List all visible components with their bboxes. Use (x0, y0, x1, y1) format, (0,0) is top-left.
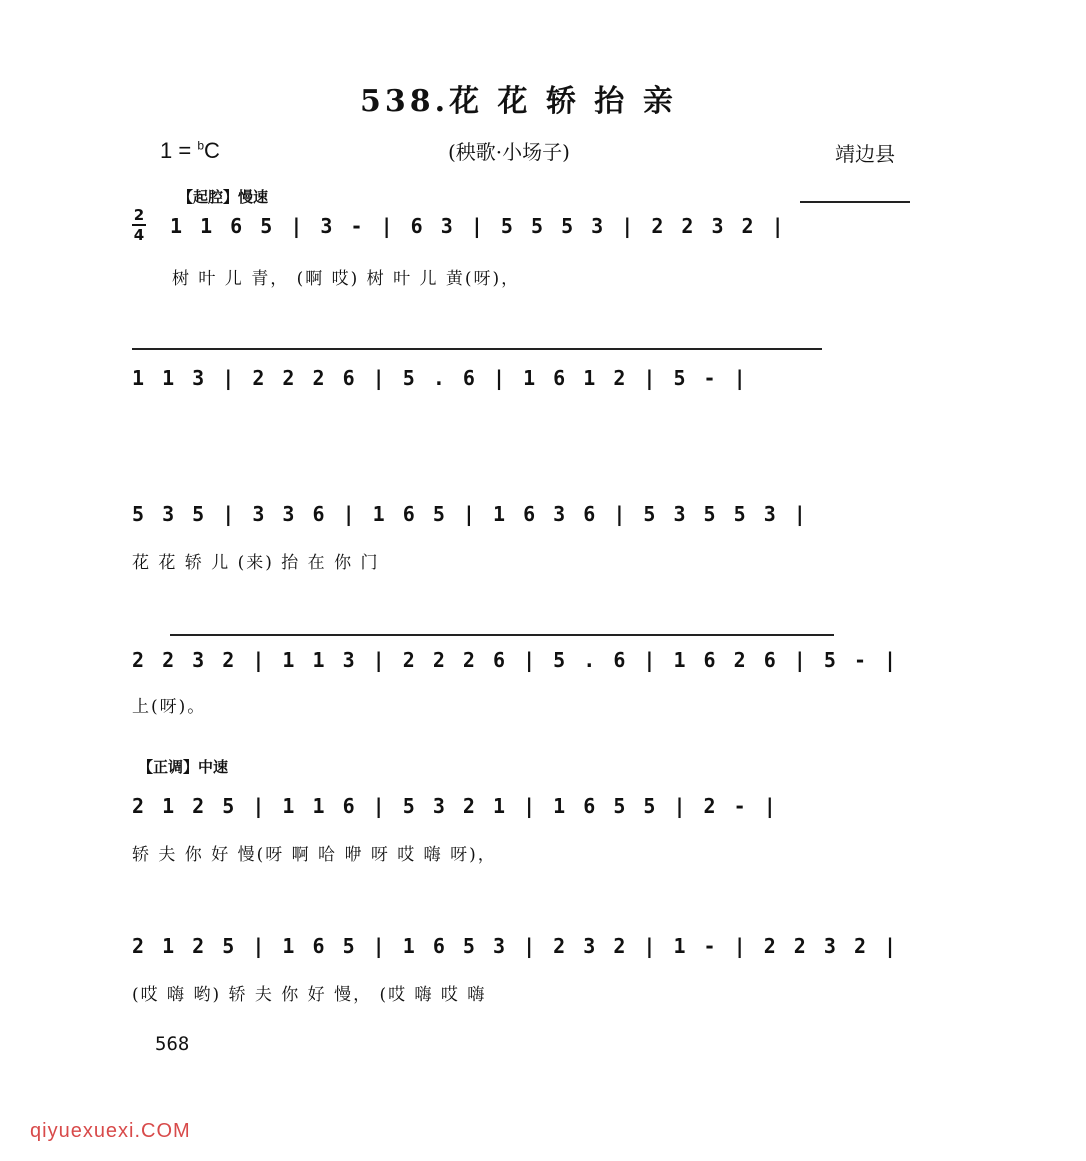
notation-line: 2 1 2 5 | 1 6 5 | 1 6 5 3 | 2 3 2 | 1 - | 2 2 3 2 | (132, 934, 900, 958)
lyric-line: 轿 夫 你 好 慢(呀 啊 哈 咿 呀 哎 嗨 呀)， (132, 845, 497, 865)
lyric-line: 花 花 轿 儿 (来) 抬 在 你 门 (132, 553, 380, 573)
notation-line: 1 1 3 | 2 2 2 6 | 5 . 6 | 1 6 1 2 | 5 - | (132, 366, 749, 390)
genre-label: (秧歌·小场子) (448, 140, 570, 164)
region-label: 靖边县 (835, 142, 895, 166)
site-watermark: qiyuexuexi.COM (30, 1120, 191, 1142)
meter-bottom: 4 (133, 226, 145, 244)
notation-line: 5 3 5 | 3 3 6 | 1 6 5 | 1 6 3 6 | 5 3 5 5 3 | (132, 502, 809, 526)
page-number: 568 (155, 1033, 190, 1055)
lyric-line: (哎 嗨 哟) 轿 夫 你 好 慢， (哎 嗨 哎 嗨 (132, 985, 487, 1005)
key-signature (160, 138, 220, 164)
key-note: C (204, 138, 220, 163)
slur-mark (800, 201, 910, 203)
key-prefix: 1 = (160, 138, 192, 163)
lyric-line: 上(呀)。 (132, 697, 207, 717)
meter-top: 2 (133, 206, 145, 224)
notation-line: 2 1 2 5 | 1 1 6 | 5 3 2 1 | 1 6 5 5 | 2 - | (132, 794, 779, 818)
slur-mark (132, 348, 822, 350)
time-signature (132, 208, 146, 242)
slur-mark (170, 634, 834, 636)
notation-line: 1 1 6 5 | 3 - | 6 3 | 5 5 5 3 | 2 2 3 2 | (170, 214, 787, 238)
key-flat: b (197, 138, 205, 153)
section-main-label: 【正调】中速 (138, 758, 229, 776)
lyric-line: 树 叶 儿 青， (啊 哎) 树 叶 儿 黄(呀)， (172, 269, 521, 289)
notation-line: 2 2 3 2 | 1 1 3 | 2 2 2 6 | 5 . 6 | 1 6 2 6 | 5 - | (132, 648, 900, 672)
song-title: 538.花 花 轿 抬 亲 (360, 84, 677, 119)
section-intro-label: 【起腔】慢速 (178, 188, 269, 206)
